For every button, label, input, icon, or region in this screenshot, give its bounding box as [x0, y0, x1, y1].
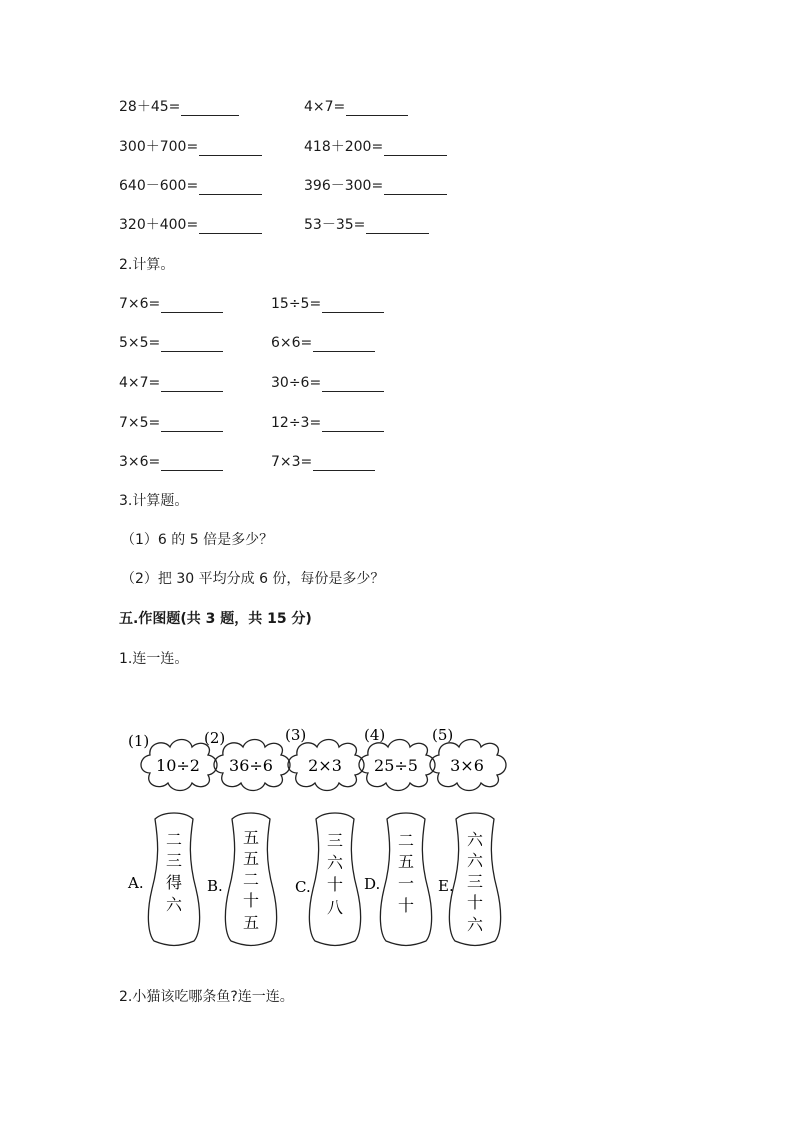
answer-blank[interactable] — [322, 298, 384, 313]
expression: 7×5= — [119, 415, 161, 431]
answer-blank[interactable] — [199, 141, 262, 156]
vase-e[interactable] — [438, 813, 501, 946]
expression: 418＋200= — [304, 139, 384, 155]
arith-item — [119, 334, 223, 352]
arith-item — [271, 334, 375, 352]
vase-char: 一 — [397, 874, 415, 893]
question-3-title: 3.计算题。 — [119, 493, 189, 509]
vase-a[interactable] — [127, 813, 200, 946]
expression: 30÷6= — [271, 375, 322, 391]
vase-char: 六 — [466, 851, 484, 870]
expression: 300＋700= — [119, 139, 199, 155]
vase-b[interactable] — [207, 813, 277, 946]
vase-d[interactable] — [364, 813, 432, 946]
vase-char: 五 — [242, 828, 260, 847]
expression: 7×3= — [271, 454, 313, 470]
arith-item — [304, 216, 429, 234]
answer-blank[interactable] — [181, 101, 239, 116]
section-5-q1-title: 1.连一连。 — [119, 651, 189, 667]
answer-blank[interactable] — [322, 377, 384, 392]
cloud-2[interactable] — [204, 729, 290, 791]
vase-char: 三 — [165, 851, 183, 870]
vase-letter: C. — [295, 878, 311, 896]
cloud-expression: 10÷2 — [156, 756, 200, 775]
vase-char: 十 — [242, 891, 260, 910]
cloud-4[interactable] — [359, 726, 435, 791]
vase-letter: A. — [128, 874, 144, 892]
answer-blank[interactable] — [161, 456, 223, 471]
vase-char: 六 — [165, 895, 183, 914]
vase-c[interactable] — [295, 813, 361, 946]
vase-char: 二 — [242, 870, 260, 889]
expression: 4×7= — [119, 375, 161, 391]
arith-item — [119, 138, 262, 156]
arith-item — [119, 98, 239, 116]
answer-blank[interactable] — [366, 219, 429, 234]
answer-blank[interactable] — [161, 377, 223, 392]
vase-char: 二 — [397, 831, 415, 850]
arith-item — [119, 453, 223, 471]
question-3-item-2: （2）把 30 平均分成 6 份，每份是多少？ — [121, 571, 385, 587]
cloud-number: (2) — [204, 729, 226, 747]
cloud-5[interactable] — [430, 726, 506, 791]
vase-char: 六 — [466, 915, 484, 934]
answer-blank[interactable] — [199, 180, 262, 195]
answer-blank[interactable] — [199, 219, 262, 234]
vase-char: 十 — [397, 896, 415, 915]
question-2-title: 2.计算。 — [119, 257, 175, 273]
answer-blank[interactable] — [346, 101, 408, 116]
arith-item — [304, 177, 447, 195]
answer-blank[interactable] — [313, 337, 375, 352]
vase-char: 五 — [242, 913, 260, 932]
arith-item — [304, 138, 447, 156]
question-3-item-1: （1）6 的 5 倍是多少？ — [121, 532, 274, 548]
arith-item — [271, 414, 384, 432]
vase-letter: B. — [207, 877, 223, 895]
vase-char: 六 — [326, 853, 344, 872]
arith-item — [271, 374, 384, 392]
arith-item — [271, 453, 375, 471]
expression: 5×5= — [119, 335, 161, 351]
expression: 6×6= — [271, 335, 313, 351]
vase-char: 六 — [466, 830, 484, 849]
arith-item — [119, 216, 262, 234]
section-5-title: 五.作图题(共 3 题，共 15 分) — [119, 611, 312, 627]
vase-letter: D. — [364, 875, 381, 893]
cloud-3[interactable] — [285, 726, 364, 791]
vase-char: 得 — [165, 873, 183, 892]
answer-blank[interactable] — [161, 298, 223, 313]
vase-char: 十 — [466, 893, 484, 912]
arith-item — [271, 295, 384, 313]
expression: 15÷5= — [271, 296, 322, 312]
cloud-number: (3) — [285, 726, 307, 744]
expression: 7×6= — [119, 296, 161, 312]
answer-blank[interactable] — [384, 141, 447, 156]
expression: 3×6= — [119, 454, 161, 470]
vase-char: 二 — [165, 830, 183, 849]
arith-item — [119, 177, 262, 195]
answer-blank[interactable] — [384, 180, 447, 195]
arith-item — [119, 374, 223, 392]
cloud-number: (4) — [364, 726, 386, 744]
answer-blank[interactable] — [322, 417, 384, 432]
vase-char: 八 — [326, 898, 344, 917]
vase-letter: E. — [438, 877, 454, 895]
cloud-expression: 2×3 — [308, 756, 342, 775]
matching-illustration — [0, 715, 794, 975]
section-5-q2-title: 2.小猫该吃哪条鱼?连一连。 — [119, 989, 294, 1005]
expression: 4×7= — [304, 99, 346, 115]
cloud-number: (1) — [128, 732, 150, 750]
arith-item — [119, 414, 223, 432]
expression: 396－300= — [304, 178, 384, 194]
vase-char: 三 — [466, 872, 484, 891]
cloud-number: (5) — [432, 726, 454, 744]
vase-char: 三 — [326, 831, 344, 850]
expression: 53－35= — [304, 217, 366, 233]
arith-item — [304, 98, 408, 116]
cloud-expression: 25÷5 — [374, 756, 418, 775]
expression: 320＋400= — [119, 217, 199, 233]
vase-char: 五 — [242, 849, 260, 868]
cloud-expression: 3×6 — [450, 756, 484, 775]
expression: 28＋45= — [119, 99, 181, 115]
expression: 12÷3= — [271, 415, 322, 431]
cloud-expression: 36÷6 — [229, 756, 273, 775]
answer-blank[interactable] — [161, 417, 223, 432]
arith-item — [119, 295, 223, 313]
expression: 640－600= — [119, 178, 199, 194]
vase-char: 十 — [326, 875, 344, 894]
answer-blank[interactable] — [313, 456, 375, 471]
vase-char: 五 — [397, 852, 415, 871]
answer-blank[interactable] — [161, 337, 223, 352]
